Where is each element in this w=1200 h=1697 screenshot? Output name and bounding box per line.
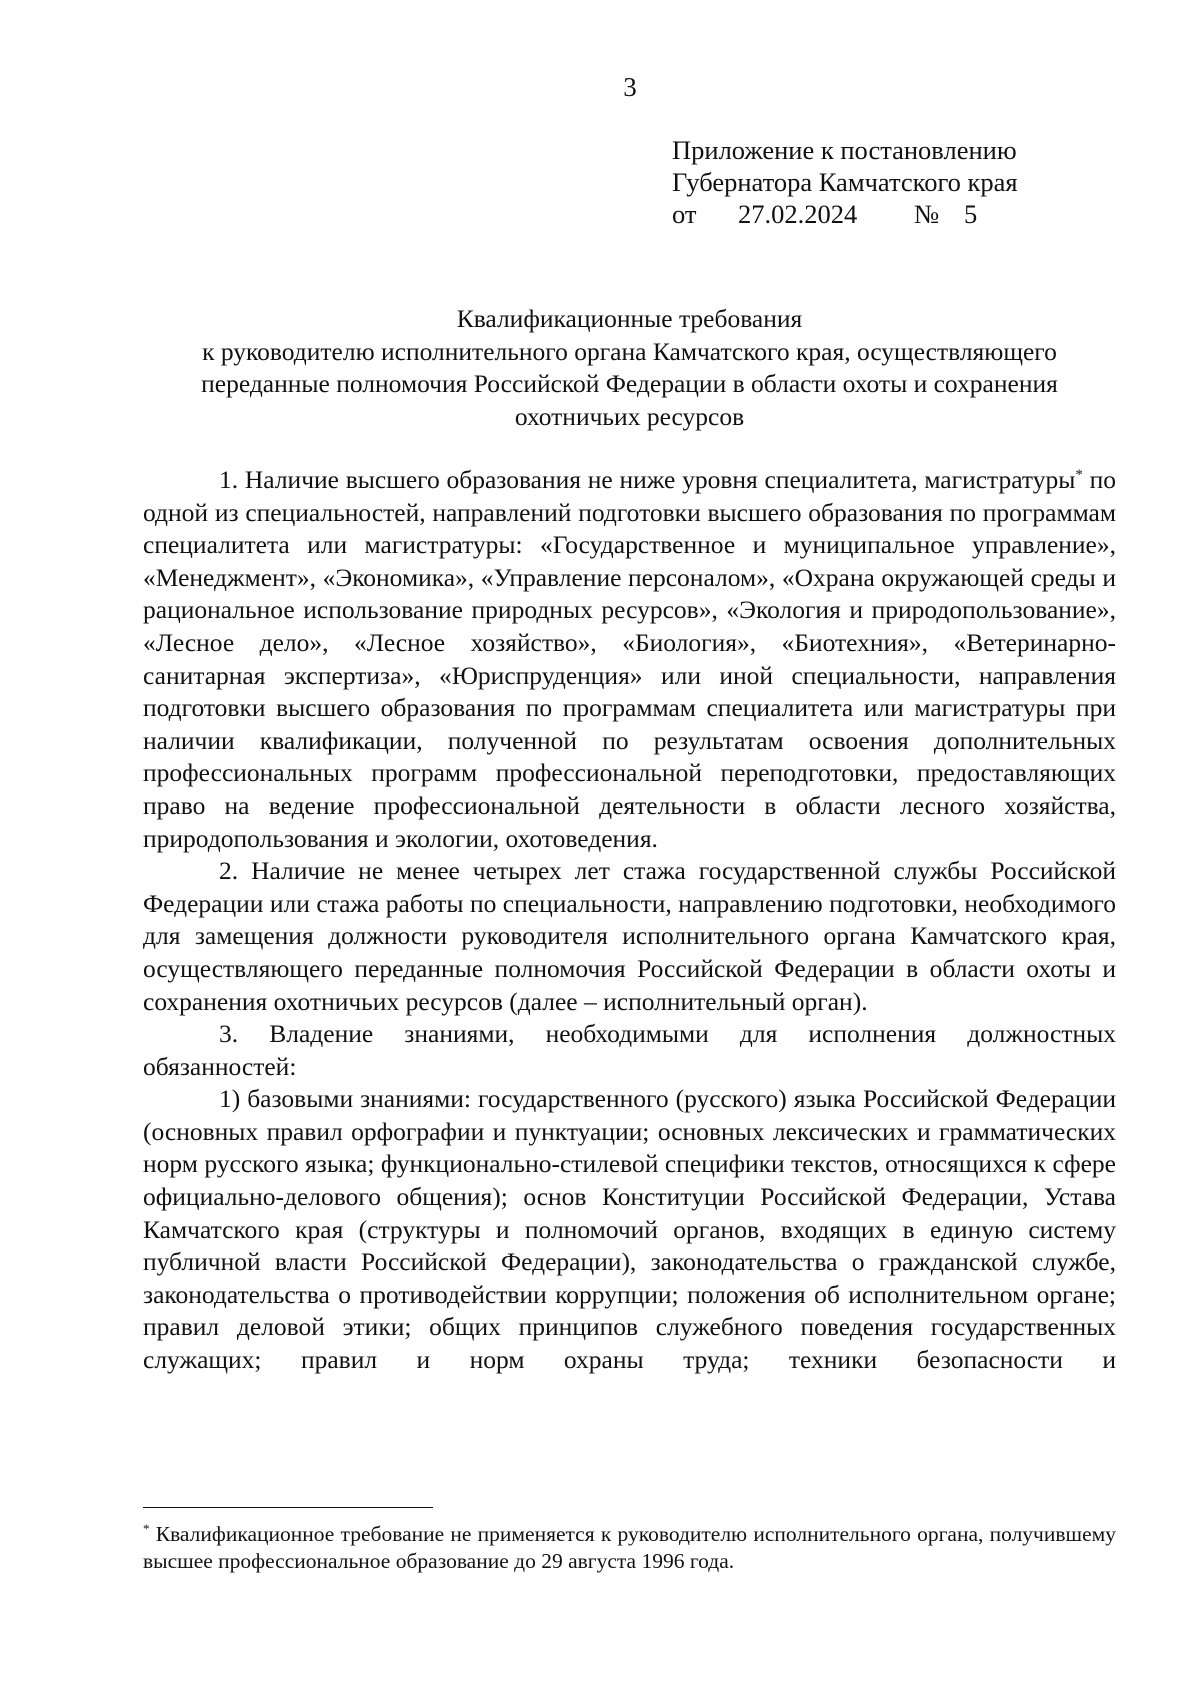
paragraph-1-text-end: по одной из специальностей, направлений подготовки высшего образования по программам специалитета или магистратуры: «Государственное и муниципальное управление», «Менеджмент», «Экономика», «Управление персоналом», «Охрана окружающей среды и рациональное использование природных ресурсов», «Экология и природопользование», «Лесное дело», «Лесное хозяйство», «Биология», «Биотехния», «Ветеринарно-санитарная экспертиза», «Юриспруденция» или иной специальности, направления подготовки высшего образования по программам специалитета или магистратуры при наличии квалификации, полученной по результатам освоения дополнительных профессиональных программ профессиональной переподготовки, предоставляющих право на ведение профессиональной деятельности в области лесного хозяйства, природопользования и экологии, охотоведения. bbox=[143, 465, 1116, 853]
appendix-header bbox=[672, 134, 1018, 230]
title-line-1: Квалификационные требования bbox=[456, 304, 803, 333]
footnote-separator bbox=[143, 1507, 433, 1508]
appendix-line-1: Приложение к постановлению bbox=[672, 135, 1017, 165]
title-line-2: к руководителю исполнительного органа Камчатского края, осуществляющего bbox=[202, 336, 1057, 366]
paragraph-1-text-start: 1. Наличие высшего образования не ниже уровня специалитета, магистратуры bbox=[219, 465, 1076, 494]
appendix-number-sign: № bbox=[914, 199, 940, 229]
paragraph-4: 1) базовыми знаниями: государственного (русского) языка Российской Федерации (основных правил орфографии и пунктуации; основных лексических и грамматических норм русского языка; функционально-стилевой специфики текстов, относящихся к сфере официально-делового общения); основ Конституции Российской Федерации, Устава Камчатского края (структуры и полномочий органов, входящих в единую систему публичной власти Российской Федерации), законодательства о гражданской службе, законодательства о противодействии коррупции; положения об исполнительном органе; правил деловой этики; общих принципов служебного поведения государственных служащих; правил и норм охраны труда; техники безопасности и bbox=[143, 1084, 1116, 1375]
title-line-4: охотничьих ресурсов bbox=[514, 401, 745, 431]
appendix-line-2: Губернатора Камчатского края bbox=[672, 167, 1018, 197]
appendix-date-row bbox=[672, 198, 1018, 230]
document-title bbox=[143, 303, 1116, 433]
footnote-reference-mark: * bbox=[1075, 467, 1083, 483]
document-body bbox=[143, 464, 1116, 1377]
footnote bbox=[143, 1521, 1116, 1575]
appendix-from-label: от bbox=[672, 199, 697, 229]
page-number: 3 bbox=[623, 72, 637, 102]
footnote-mark: * bbox=[143, 1521, 150, 1536]
paragraph-3: 3. Владение знаниями, необходимыми для исполнения должностных обязанностей: bbox=[143, 1019, 1116, 1081]
footnote-text: Квалификационное требование не применяется к руководителю исполнительного органа, получившему высшее профессиональное образование до 29 августа 1996 года. bbox=[143, 1522, 1116, 1573]
appendix-number: 5 bbox=[964, 199, 978, 229]
paragraph-2: 2. Наличие не менее четырех лет стажа государственной службы Российской Федерации или стажа работы по специальности, направлению подготовки, необходимого для замещения должности руководителя исполнительного органа Камчатского края, осуществляющего переданные полномочия Российской Федерации в области охоты и сохранения охотничьих ресурсов (далее – исполнительный орган). bbox=[143, 856, 1116, 1016]
title-line-3: переданные полномочия Российской Федерации в области охоты и сохранения bbox=[201, 369, 1058, 398]
appendix-date: 27.02.2024 bbox=[738, 199, 858, 229]
paragraph-1 bbox=[143, 464, 1116, 855]
